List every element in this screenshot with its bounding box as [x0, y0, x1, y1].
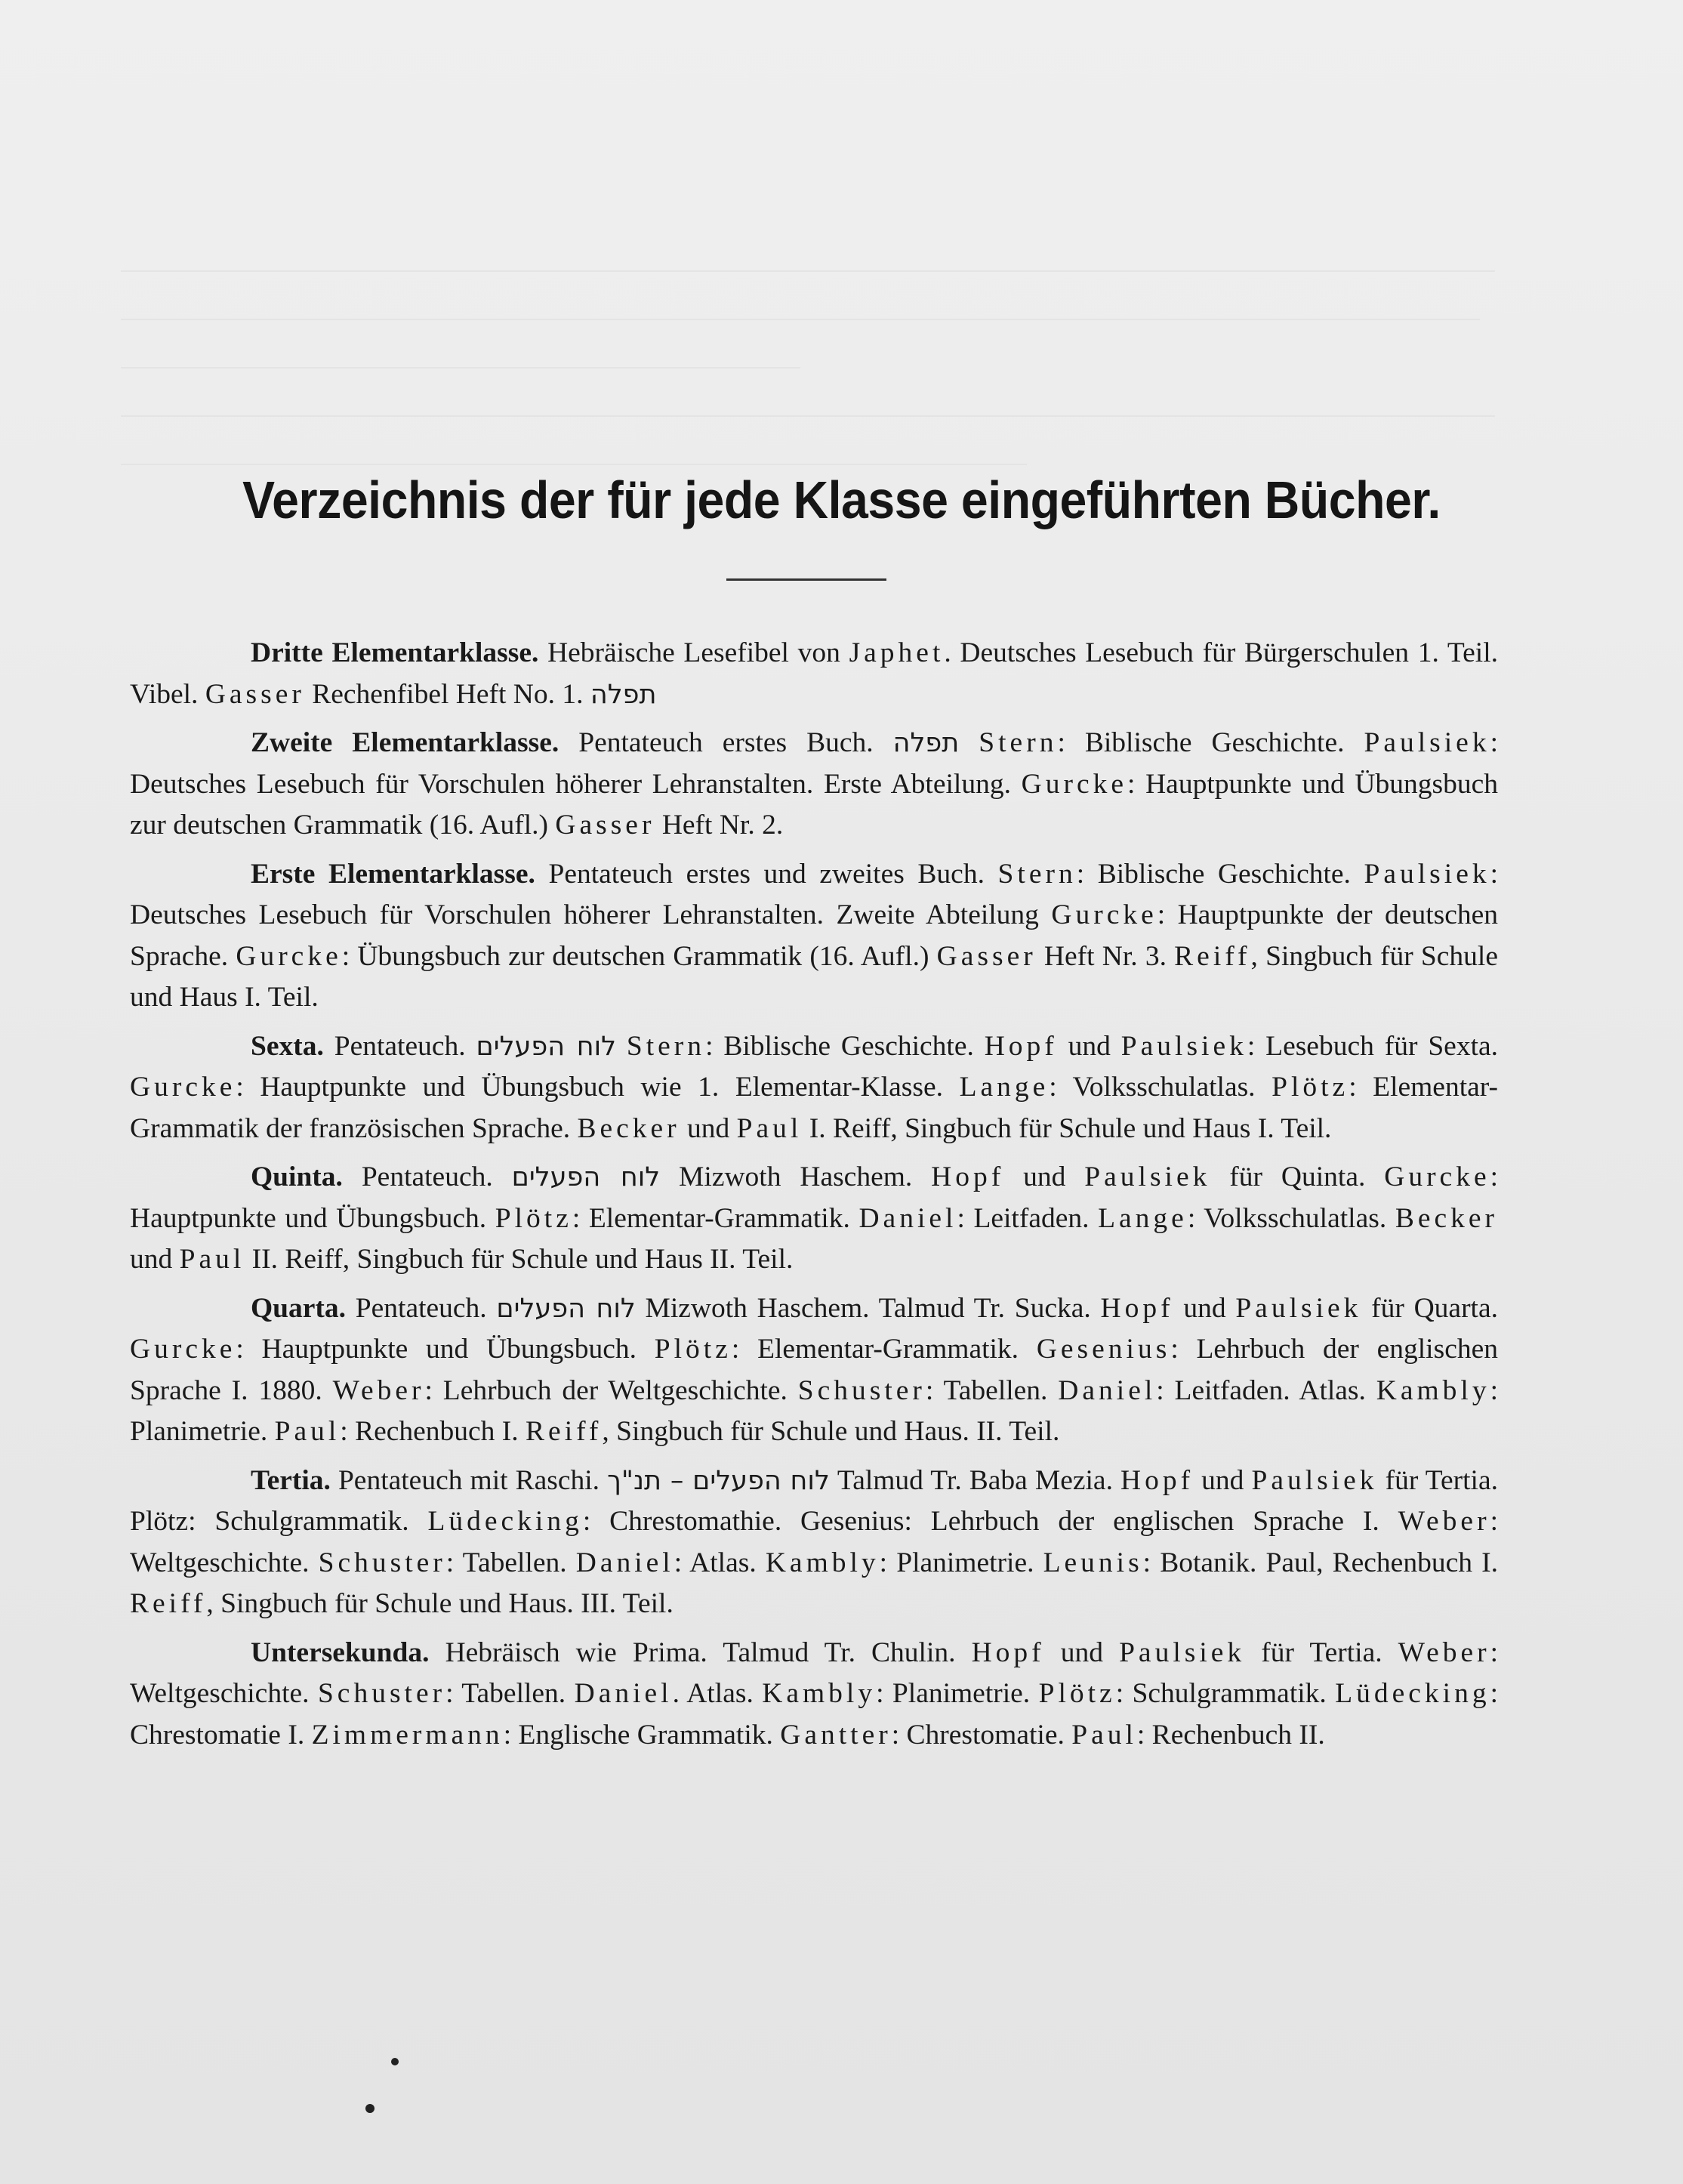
class-name: Erste Elementarklasse. [251, 858, 535, 890]
entry-text: , Singbuch für Schule und Haus I. Teil. [130, 940, 1498, 1013]
entry-text: : Biblische Geschichte. [705, 1030, 985, 1062]
entry-text: und [1044, 1636, 1120, 1668]
class-name: Untersekunda. [251, 1636, 430, 1668]
entry-text: Heft Nr. 3. [1036, 940, 1175, 972]
class-name: Dritte Elementarklasse. [251, 637, 539, 668]
entry-text: Hebräische Lesefibel von [538, 637, 849, 668]
entry-text: I. Reiff, Singbuch für Schule und Haus I. Teil. [802, 1112, 1332, 1144]
entry-text: : Chrestomatie I. [130, 1678, 1499, 1751]
entry-text: : Biblische Geschichte. [1076, 858, 1364, 890]
author-name: Reiff [130, 1588, 207, 1619]
entry-text: : Tabellen. [925, 1374, 1059, 1406]
entry-text: und [1194, 1464, 1252, 1496]
entry-text: Pentateuch. [342, 1161, 512, 1192]
author-name: Gesenius [1036, 1334, 1171, 1365]
author-name: Stern [979, 727, 1058, 758]
class-entry [130, 1288, 1498, 1453]
author-name: Japhet [849, 637, 945, 668]
entry-text [616, 1031, 627, 1062]
author-name: Paulsiek [1235, 1292, 1362, 1324]
entry-text: : Planimetrie. [879, 1547, 1043, 1578]
entry-text: und [680, 1112, 737, 1144]
title-rule [726, 578, 886, 581]
entry-text: Talmud Tr. Baba Mezia. [829, 1464, 1121, 1496]
entry-text: : Lehrbuch der englischen Sprache I. 1880. [130, 1334, 1498, 1406]
entry-text: Pentateuch mit Raschi. [330, 1464, 608, 1496]
class-entry [130, 1026, 1498, 1150]
entry-text: und [1004, 1161, 1085, 1192]
author-name: Gurcke [236, 940, 342, 972]
entry-text: . Deutsches Lesebuch für Bürgerschulen 1. Teil. Vibel. [130, 637, 1498, 710]
author-name: Paul [736, 1112, 803, 1144]
hebrew-title: לוח הפעלים [476, 1031, 617, 1062]
author-name: Reiff [1174, 940, 1251, 972]
class-name: Zweite Elementarklasse. [251, 727, 559, 758]
entry-text: : Biblische Geschichte. [1057, 727, 1364, 758]
entry-text: : Elementar-Grammatik. [572, 1202, 859, 1234]
author-name: Plötz [1038, 1678, 1116, 1709]
entry-text: Heft Nr. 2. [655, 810, 784, 841]
author-name: Paulsiek [1119, 1636, 1246, 1668]
author-name: Paul [1071, 1719, 1137, 1751]
entry-text: : Lesebuch für Sexta. [1247, 1030, 1499, 1062]
author-name: Hopf [1100, 1292, 1174, 1324]
entry-text: , Singbuch für Schule und Haus. II. Teil. [602, 1416, 1060, 1447]
class-entry [130, 1157, 1498, 1281]
hebrew-title: לוח הפעלים – תנ"ך [607, 1465, 830, 1496]
entry-text: : Planimetrie. [876, 1678, 1039, 1709]
entry-text: : Volksschulatlas. [1049, 1072, 1272, 1103]
author-name: Daniel [575, 1547, 674, 1578]
author-name: Stern [997, 858, 1077, 890]
hebrew-title: תפלה [892, 728, 960, 758]
hebrew-title: לוח הפעלים [511, 1162, 661, 1192]
entry-text: : Lehrbuch der Weltgeschichte. [424, 1374, 798, 1406]
author-name: Paulsiek [1084, 1161, 1211, 1192]
author-name: Paulsiek [1251, 1464, 1378, 1496]
author-name: Paulsiek [1364, 727, 1490, 758]
class-name: Quarta. [251, 1292, 347, 1324]
author-name: Lüdecking [427, 1506, 583, 1537]
entry-text: und [130, 1244, 180, 1275]
entry-text: : Hauptpunkte und Übungsbuch. [130, 1161, 1499, 1234]
book-list [130, 633, 1498, 1756]
entry-text: II. Reiff, Singbuch für Schule und Haus II. Teil. [245, 1244, 794, 1275]
bleed-through-top [121, 227, 1555, 468]
author-name: Stern [626, 1030, 706, 1062]
author-name: Weber [1398, 1506, 1490, 1537]
author-name: Daniel [574, 1678, 673, 1709]
entry-text: : Deutsches Lesebuch für Vorschulen höherer Lehranstalten. Zweite Abteilung [130, 858, 1499, 930]
entry-text: : Hauptpunkte und Übungsbuch wie 1. Elementar-Klasse. [236, 1072, 960, 1103]
author-name: Schuster [318, 1547, 446, 1578]
author-name: Schuster [797, 1374, 926, 1406]
class-name: Sexta. [251, 1030, 324, 1062]
author-name: Paulsiek [1364, 858, 1490, 890]
author-name: Leunis [1043, 1547, 1143, 1578]
entry-text: : Chrestomathie. Gesenius: Lehrbuch der englischen Sprache I. [582, 1506, 1398, 1537]
author-name: Paul [179, 1244, 245, 1275]
entry-text: und [1173, 1292, 1236, 1324]
ink-speck [391, 2058, 399, 2065]
entry-text: : Volksschulatlas. [1187, 1202, 1395, 1234]
author-name: Becker [577, 1112, 680, 1144]
entry-text: Pentateuch erstes und zweites Buch. [535, 858, 998, 890]
entry-text: und [1057, 1030, 1121, 1062]
entry-text: : Chrestomatie. [891, 1719, 1072, 1751]
author-name: Gasser [205, 678, 305, 710]
author-name: Kambly [765, 1547, 880, 1578]
author-name: Plötz [1271, 1072, 1349, 1103]
entry-text: Mizwoth Haschem. [660, 1161, 932, 1192]
author-name: Weber [1398, 1636, 1490, 1668]
entry-text: für Tertia. Plötz: Schulgrammatik. [130, 1464, 1498, 1537]
ink-speck [365, 2104, 375, 2113]
entry-text: : Leitfaden. [957, 1202, 1099, 1234]
author-name: Kambly [1376, 1374, 1490, 1406]
author-name: Plötz [654, 1334, 732, 1365]
entry-text: : Atlas. [674, 1547, 766, 1578]
hebrew-title: תפלה [590, 679, 657, 710]
author-name: Hopf [971, 1636, 1045, 1668]
hebrew-title: לוח הפעלים [496, 1293, 636, 1324]
entry-text: : Schulgrammatik. [1115, 1678, 1336, 1709]
entry-text: für Tertia. [1245, 1636, 1398, 1668]
entry-text: Hebräisch wie Prima. Talmud Tr. Chulin. [429, 1636, 972, 1668]
class-entry [130, 1461, 1498, 1625]
entry-text: : Rechenbuch I. [340, 1416, 526, 1447]
entry-text: : Planimetrie. [130, 1374, 1499, 1447]
entry-text: : Deutsches Lesebuch für Vorschulen höherer Lehranstalten. Erste Abteilung. [130, 727, 1498, 800]
author-name: Gantter [780, 1719, 892, 1751]
author-name: Kambly [762, 1678, 877, 1709]
author-name: Zimmermann [311, 1719, 504, 1751]
author-name: Gurcke [130, 1072, 236, 1103]
author-name: Hopf [931, 1161, 1005, 1192]
class-entry [130, 1633, 1498, 1757]
entry-text: : Hauptpunkte der deutschen Sprache. [130, 899, 1498, 972]
page-title: Verzeichnis der für jede Klasse eingeführten Bücher. [242, 470, 1441, 529]
entry-text: : Englische Grammatik. [503, 1719, 781, 1751]
entry-text: für Quinta. [1210, 1161, 1385, 1192]
entry-text: . Atlas. [672, 1678, 763, 1709]
entry-text: Rechenfibel Heft No. 1. [304, 678, 590, 710]
author-name: Weber [332, 1374, 425, 1406]
entry-text: , Singbuch für Schule und Haus. III. Teil. [206, 1588, 674, 1619]
entry-text: Pentateuch. [323, 1030, 476, 1062]
author-name: Gasser [936, 940, 1037, 972]
author-name: Lange [1098, 1202, 1188, 1234]
class-name: Quinta. [251, 1161, 343, 1192]
entry-text: : Tabellen. [445, 1678, 575, 1709]
author-name: Gurcke [130, 1334, 236, 1365]
author-name: Daniel [1058, 1374, 1157, 1406]
author-name: Hopf [1120, 1464, 1194, 1496]
class-name: Tertia. [251, 1464, 331, 1496]
class-entry [130, 854, 1498, 1019]
entry-text: : Elementar-Grammatik der französischen Sprache. [130, 1072, 1498, 1144]
author-name: Becker [1395, 1202, 1498, 1234]
entry-text [959, 727, 979, 758]
entry-text: Pentateuch. [346, 1292, 497, 1324]
entry-text: : Hauptpunkte und Übungsbuch zur deutschen Grammatik (16. Aufl.) [130, 768, 1498, 841]
entry-text: für Quarta. [1361, 1292, 1498, 1324]
author-name: Hopf [984, 1030, 1058, 1062]
author-name: Schuster [317, 1678, 446, 1709]
author-name: Gurcke [1051, 899, 1157, 930]
entry-text: : Hauptpunkte und Übungsbuch. [236, 1334, 655, 1365]
entry-text: : Botanik. Paul, Rechenbuch I. [1142, 1547, 1498, 1578]
entry-text: Mizwoth Haschem. Talmud Tr. Sucka. [635, 1292, 1101, 1324]
author-name: Daniel [858, 1202, 957, 1234]
author-name: Reiff [526, 1416, 603, 1447]
author-name: Lüdecking [1335, 1678, 1490, 1709]
author-name: Gurcke [1021, 768, 1127, 800]
entry-text: : Tabellen. [445, 1547, 576, 1578]
author-name: Paulsiek [1120, 1030, 1247, 1062]
author-name: Gasser [555, 810, 655, 841]
class-entry [130, 723, 1498, 847]
entry-text: Pentateuch erstes Buch. [559, 727, 893, 758]
entry-text: : Weltgeschichte. [130, 1636, 1499, 1709]
entry-text: : Elementar-Grammatik. [731, 1334, 1037, 1365]
entry-text: : Rechenbuch II. [1136, 1719, 1325, 1751]
author-name: Plötz [495, 1202, 572, 1234]
author-name: Lange [959, 1072, 1050, 1103]
entry-text: : Weltgeschichte. [130, 1506, 1498, 1578]
class-entry [130, 633, 1498, 715]
author-name: Paul [274, 1416, 341, 1447]
author-name: Gurcke [1384, 1161, 1490, 1192]
entry-text: : Übungsbuch zur deutschen Grammatik (16. Aufl.) [341, 940, 937, 972]
entry-text: : Leitfaden. Atlas. [1156, 1374, 1376, 1406]
